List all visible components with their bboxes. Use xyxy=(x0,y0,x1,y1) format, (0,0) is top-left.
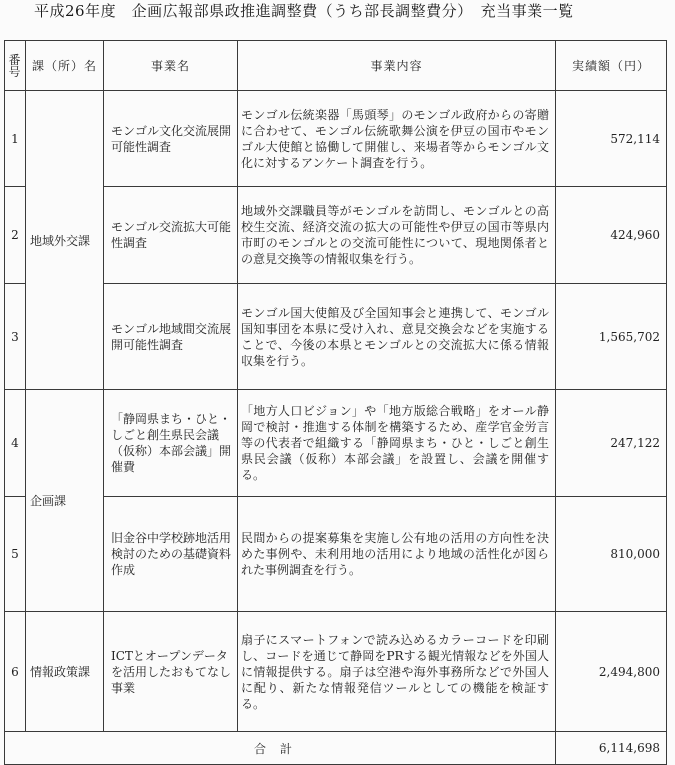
header-project-description: 事業内容 xyxy=(238,41,556,91)
project-description: 民間からの提案募集を実施し公有地の活用の方向性を決めた事例や、未利用地の活用により地域の活性化が図られた事例調査を行う。 xyxy=(238,497,556,612)
total-label: 合計 xyxy=(5,732,556,765)
project-name: ICTとオープンデータを活用したおもてなし事業 xyxy=(104,612,238,732)
total-row xyxy=(5,732,667,765)
table-row xyxy=(5,91,667,187)
table-row xyxy=(5,390,667,497)
row-number: 6 xyxy=(5,612,26,732)
header-department: 課（所）名 xyxy=(26,41,104,91)
project-amount: 1,565,702 xyxy=(556,284,667,390)
row-number: 2 xyxy=(5,187,26,284)
project-description: 扇子にスマートフォンで読み込めるカラーコードを印刷し、コードを通じて静岡をPRする観光情報などを外国人に情報提供する。扇子は空港や海外事務所などで外国人に配り、新たな情報発信ツールとしての機能を検証する。 xyxy=(238,612,556,732)
table-header-row xyxy=(5,41,667,91)
project-amount: 424,960 xyxy=(556,187,667,284)
project-description: モンゴル伝統楽器「馬頭琴」のモンゴル政府からの寄贈に合わせて、モンゴル伝統歌舞公演を伊豆の国市やモンゴル大使館と協働して開催し、来場者等からモンゴル文化に対するアンケート調査を行う。 xyxy=(238,91,556,187)
table-row xyxy=(5,284,667,390)
project-amount: 247,122 xyxy=(556,390,667,497)
project-table xyxy=(4,40,667,765)
header-project-name: 事業名 xyxy=(104,41,238,91)
table-row xyxy=(5,612,667,732)
project-name: 「静岡県まち・ひと・しごと創生県民会議（仮称）本部会議」開催費 xyxy=(104,390,238,497)
total-amount: 6,114,698 xyxy=(556,732,667,765)
project-amount: 572,114 xyxy=(556,91,667,187)
project-amount: 2,494,800 xyxy=(556,612,667,732)
row-number: 1 xyxy=(5,91,26,187)
department-cell: 企画課 xyxy=(26,390,104,612)
header-number: 番 号 xyxy=(5,41,26,91)
department-cell: 情報政策課 xyxy=(26,612,104,732)
project-description: 「地方人口ビジョン」や「地方版総合戦略」をオール静岡で検討・推進する体制を構築するため、産学官金労言等の代表者で組織する「静岡県まち・ひと・しごと創生県民会議（仮称）本部会議」を設置し、会議を開催する。 xyxy=(238,390,556,497)
project-name: 旧金谷中学校跡地活用検討のための基礎資料作成 xyxy=(104,497,238,612)
project-amount: 810,000 xyxy=(556,497,667,612)
row-number: 5 xyxy=(5,497,26,612)
project-name: モンゴル文化交流展開可能性調査 xyxy=(104,91,238,187)
header-amount: 実績額（円） xyxy=(556,41,667,91)
document-title: 平成26年度 企画広報部県政推進調整費（うち部長調整費分） 充当事業一覧 xyxy=(34,2,574,20)
project-name: モンゴル地域間交流展開可能性調査 xyxy=(104,284,238,390)
row-number: 4 xyxy=(5,390,26,497)
department-cell: 地域外交課 xyxy=(26,91,104,390)
table-row xyxy=(5,497,667,612)
row-number: 3 xyxy=(5,284,26,390)
project-description: 地域外交課職員等がモンゴルを訪問し、モンゴルとの高校生交流、経済交流の拡大の可能性や伊豆の国市等県内市町のモンゴルとの交流可能性について、現地関係者との意見交換等の情報収集を行う。 xyxy=(238,187,556,284)
project-description: モンゴル国大使館及び全国知事会と連携して、モンゴル国知事団を本県に受け入れ、意見交換会などを実施することで、今後の本県とモンゴルとの交流拡大に係る情報収集を行う。 xyxy=(238,284,556,390)
table-row xyxy=(5,187,667,284)
project-name: モンゴル交流拡大可能性調査 xyxy=(104,187,238,284)
